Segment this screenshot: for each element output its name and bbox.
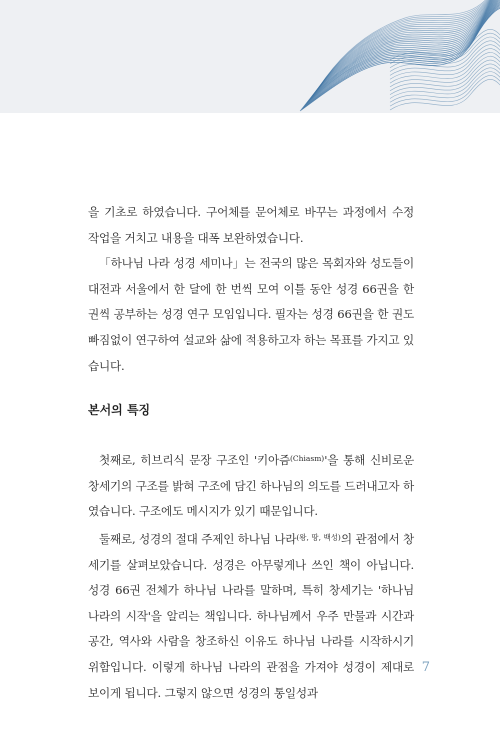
section-heading: 본서의 특징 xyxy=(88,403,151,418)
feature-paragraph-2 xyxy=(88,525,414,706)
feature-paragraph-1 xyxy=(88,446,414,525)
feature-2-text-b: 의 관점에서 창세기를 살펴보았습니다. 성경은 아무렇게나 쓰인 책이 아닙니다. 성경 66권 전체가 하나님 나라를 말하며, 특히 창세기는 '하나님 나라의 시작'을 알리는 책입니다. 하나님께서 우주 만물과 시간과 공간, 역사와 사람을 창조하신 이유도 하나님 나라를 시작하시기 위함입니다. 이렇게 하나님 나라의 관점을 가져야 성경이 제대로 보이게 됩니다. 그렇지 않으면 성경의 통일성과 xyxy=(88,531,415,700)
wave-line xyxy=(305,0,500,105)
feature-1-text-b: '을 통해 신비로운 창세기의 구조를 밝혀 구조에 담긴 하나님의 의도를 드러내고자 하였습니다. 구조에도 메시지가 있기 때문입니다. xyxy=(88,453,414,519)
feature-1-text-a: 첫째로, 히브리식 문장 구조인 '키아즘 xyxy=(99,453,290,468)
feature-2-text-a: 둘째로, 성경의 절대 주제인 하나님 나라 xyxy=(99,531,297,546)
page-number: 7 xyxy=(421,660,430,675)
page-body xyxy=(88,200,414,706)
intro-paragraph-1: 을 기초로 하였습니다. 구어체를 문어체로 바꾸는 과정에서 수정 작업을 거치고 내용을 대폭 보완하였습니다. xyxy=(88,205,414,245)
wave-pattern-icon xyxy=(0,0,500,113)
feature-2-superscript: (왕, 땅, 백성) xyxy=(296,532,341,542)
wave-line xyxy=(320,0,500,86)
intro-paragraph-2: 「하나님 나라 성경 세미나」는 전국의 많은 목회자와 성도들이 대전과 서울에서 한 달에 한 번씩 모여 이틀 동안 성경 66권을 한 권씩 공부하는 성경 연구 모임입니다. 필자는 성경 66권을 한 권도 빠짐없이 연구하여 설교와 삶에 적용하고자 하는 목표를 가지고 있습니다. xyxy=(88,256,414,373)
header-band xyxy=(0,0,500,113)
feature-1-superscript: (Chiasm) xyxy=(289,454,325,464)
